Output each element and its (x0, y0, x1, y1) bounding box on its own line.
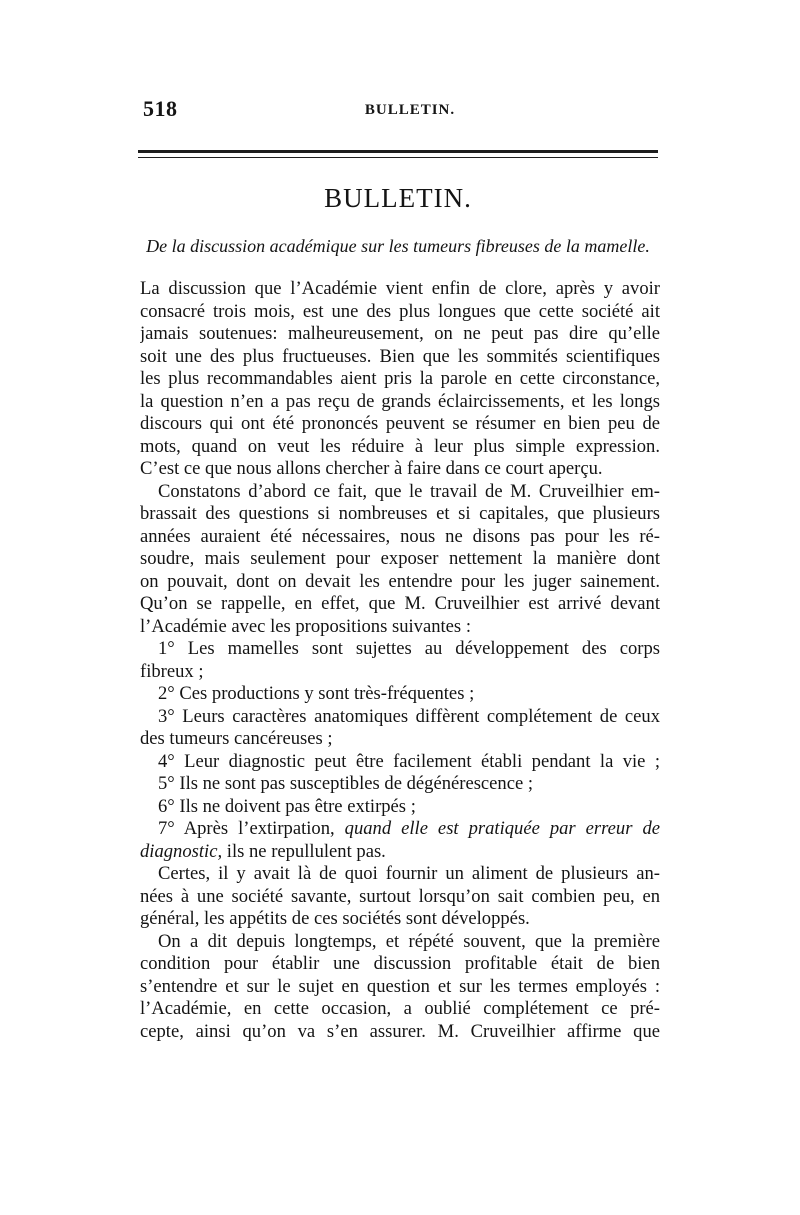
text-line: nées à une société savante, surtout lorsqu’on sait combien peu, en (140, 885, 660, 907)
text-line: on pouvait, dont on devait les entendre pour les juger sainement. (140, 570, 660, 592)
text-line: l’Académie avec les propositions suivantes : (140, 615, 471, 637)
text-line: la question n’en a pas reçu de grands éclaircissements, et les longs (140, 390, 660, 412)
text-line: consacré trois mois, est une des plus longues que cette société ait (140, 300, 660, 322)
article-title: BULLETIN. (324, 183, 472, 213)
list-item (140, 818, 660, 841)
text-line: années auraient été nécessaires, nous ne disons pas pour les ré- (140, 525, 660, 547)
list-item-text: 7° Après l’extirpation, (158, 818, 335, 839)
list-item: 1° Les mamelles sont sujettes au développement des corps (158, 638, 660, 659)
italic-phrase: quand elle est pratiquée par erreur de (344, 818, 660, 839)
text-line: condition pour établir une discussion profitable était de bien (140, 953, 660, 974)
list-item: 2° Ces productions y sont très-fréquentes ; (158, 683, 475, 704)
article-body (140, 278, 660, 1043)
text-line: général, les appétits de ces sociétés sont développés. (140, 908, 530, 929)
text-line: Qu’on se rappelle, en effet, que M. Cruveilhier est arrivé devant (140, 593, 660, 614)
list-item: 6° Ils ne doivent pas être extirpés ; (158, 795, 416, 817)
text-line: C’est ce que nous allons chercher à faire dans ce court aperçu. (140, 458, 603, 479)
text-line: On a dit depuis longtemps, et répété souvent, que la première (158, 930, 660, 952)
list-item: 3° Leurs caractères anatomiques diffèrent complétement de ceux (158, 705, 660, 727)
text-line: Constatons d’abord ce fait, que le travail de M. Cruveilhier em- (158, 480, 660, 502)
text-line: l’Académie, en cette occasion, a oublié complétement ce pré- (140, 998, 660, 1019)
text-line: soudre, mais seulement pour exposer nettement la manière dont (140, 548, 660, 569)
text-line: mots, quand on veut les réduire à leur plus simple expression. (140, 435, 660, 457)
list-item: 4° Leur diagnostic peut être facilement établi pendant la vie ; (158, 750, 660, 772)
text-line: discours qui ont été prononcés peuvent se résumer en bien peu de (140, 413, 660, 434)
header-rule-thin (138, 157, 658, 158)
text-line: La discussion que l’Académie vient enfin de clore, après y avoir (140, 278, 660, 299)
text-line: jamais soutenues: malheureusement, on ne peut pas dire qu’elle (140, 323, 660, 344)
text-line: les plus recommandables aient pris la parole en cette circonstance, (140, 368, 660, 389)
text-line (140, 841, 660, 864)
text-line: cepte, ainsi qu’on va s’en assurer. M. Cruveilhier affirme que (140, 1020, 660, 1042)
text-line: fibreux ; (140, 660, 204, 682)
text-span: ils ne repullulent pas. (226, 840, 386, 862)
text-line: brassait des questions si nombreuses et si capitales, que plusieurs (140, 503, 660, 524)
article-subtitle: De la discussion académique sur les tumeurs fibreuses de la mamelle. (146, 236, 650, 256)
header-rule-thick (138, 150, 658, 153)
text-line: soit une des plus fructueuses. Bien que les sommités scientifiques (140, 345, 660, 367)
list-item: 5° Ils ne sont pas susceptibles de dégénérescence ; (158, 773, 534, 794)
text-line: s’entendre et sur le sujet en question et sur les termes employés : (140, 975, 660, 997)
page-number: 518 (143, 96, 178, 121)
running-head: BULLETIN. (364, 102, 456, 118)
text-line: des tumeurs cancéreuses ; (140, 728, 333, 749)
text-line: Certes, il y avait là de quoi fournir un aliment de plusieurs an- (158, 863, 660, 884)
italic-phrase: diagnostic, (140, 840, 223, 862)
